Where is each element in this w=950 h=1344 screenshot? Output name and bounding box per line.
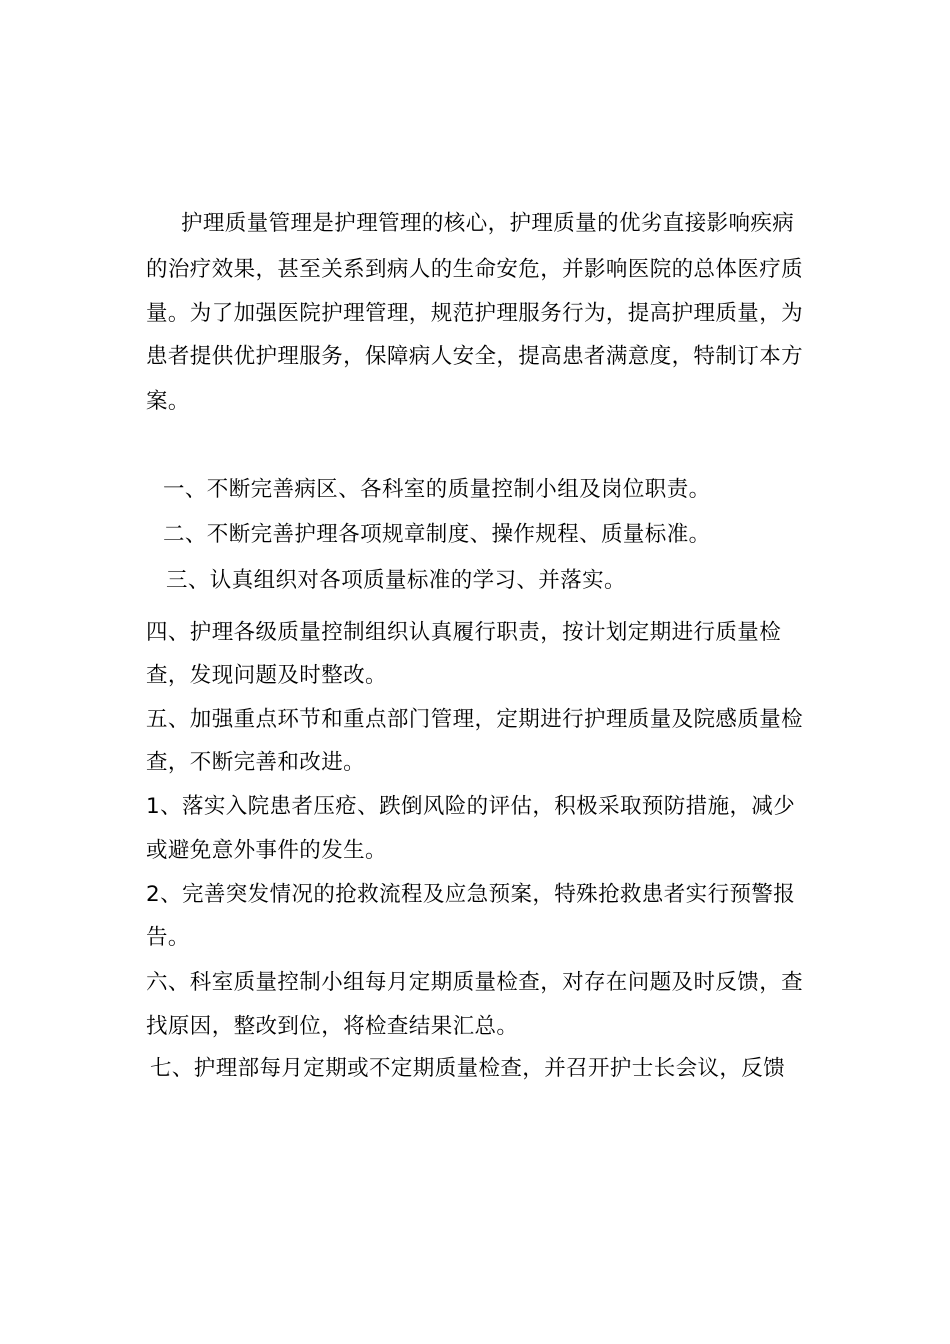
item-line-7: 查，不断完善和改进。 xyxy=(146,750,366,775)
item-line-12: 六、科室质量控制小组每月定期质量检查，对存在问题及时反馈，查 xyxy=(146,970,804,995)
intro-line-5: 案。 xyxy=(146,389,190,414)
item-line-10: 2、完善突发情况的抢救流程及应急预案，特殊抢救患者实行预警报 xyxy=(146,882,796,907)
item-line-5: 查，发现问题及时整改。 xyxy=(146,663,387,688)
item-line-3: 三、认真组织对各项质量标准的学习、并落实。 xyxy=(166,568,626,593)
intro-line-1: 护理质量管理是护理管理的核心，护理质量的优劣直接影响疾病 xyxy=(181,211,795,236)
item-line-13: 找原因，整改到位，将检查结果汇总。 xyxy=(146,1014,519,1039)
item-line-8: 1、落实入院患者压疮、跌倒风险的评估，积极采取预防措施，减少 xyxy=(146,794,796,819)
item-line-11: 告。 xyxy=(146,925,190,950)
item-line-1: 一、不断完善病区、各科室的质量控制小组及岗位职责。 xyxy=(163,477,711,502)
item-line-2: 二、不断完善护理各项规章制度、操作规程、质量标准。 xyxy=(163,522,711,547)
intro-line-2: 的治疗效果，甚至关系到病人的生命安危，并影响医院的总体医疗质 xyxy=(146,257,804,282)
item-line-4: 四、护理各级质量控制组织认真履行职责，按计划定期进行质量检 xyxy=(146,620,782,645)
intro-line-3: 量。为了加强医院护理管理，规范护理服务行为，提高护理质量，为 xyxy=(146,301,804,326)
item-line-6: 五、加强重点环节和重点部门管理，定期进行护理质量及院感质量检 xyxy=(146,707,804,732)
item-line-14: 七、护理部每月定期或不定期质量检查，并召开护士长会议，反馈 xyxy=(150,1056,786,1081)
intro-line-4: 患者提供优护理服务，保障病人安全，提高患者满意度，特制订本方 xyxy=(146,344,804,369)
item-line-9: 或避免意外事件的发生。 xyxy=(146,838,387,863)
